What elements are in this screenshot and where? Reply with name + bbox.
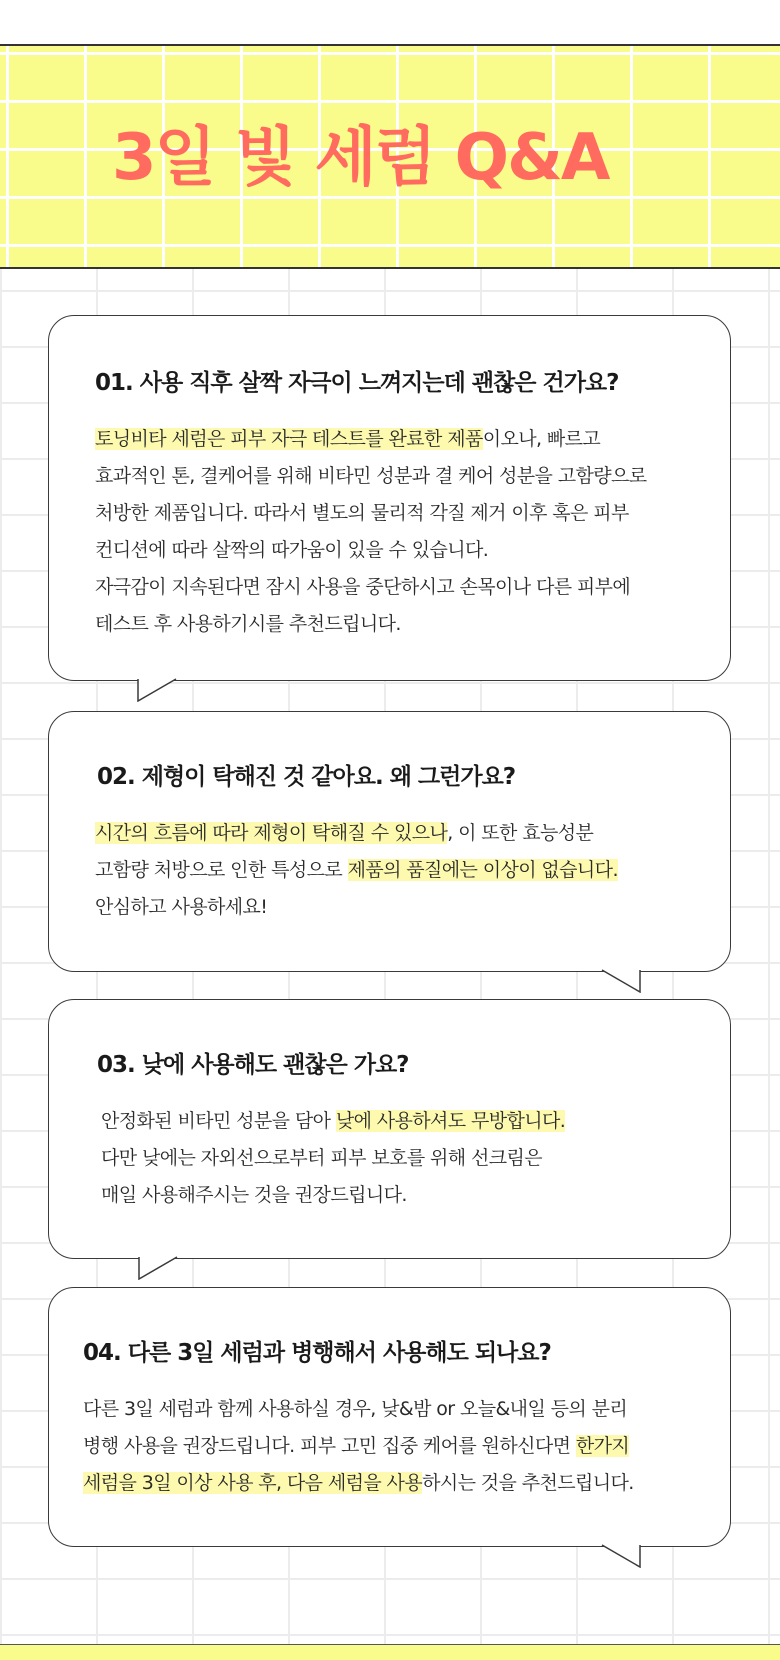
qa-bubble-3: [48, 999, 731, 1259]
speech-tail-2: [601, 969, 641, 993]
answer-4: [83, 1391, 634, 1502]
answer-line: [95, 815, 618, 852]
answer-text: 하시는 것을 추천드립니다.: [422, 1472, 634, 1494]
question-4: 04. 다른 3일 세럼과 병행해서 사용해도 되나요?: [83, 1340, 551, 1366]
header-banner: [0, 44, 780, 269]
answer-text: 컨디션에 따라 살짝의 따가움이 있을 수 있습니다.: [95, 539, 489, 561]
answer-text: 안심하고 사용하세요!: [95, 896, 268, 918]
question-1: 01. 사용 직후 살짝 자극이 느껴지는데 괜찮은 건가요?: [95, 370, 619, 396]
answer-text: , 이 또한 효능성분: [447, 822, 594, 844]
answer-text: 다른 3일 세럼과 함께 사용하실 경우, 낮&밤 or 오늘&내일 등의 분리: [83, 1398, 628, 1420]
answer-text: 다만 낮에는 자외선으로부터 피부 보호를 위해 선크림은: [101, 1147, 542, 1169]
answer-text: 안정화된 비타민 성분을 담아: [101, 1110, 336, 1132]
answer-2: [95, 815, 618, 926]
answer-line: [83, 1391, 634, 1428]
answer-text: 테스트 후 사용하기시를 추천드립니다.: [95, 613, 401, 635]
answer-line: [101, 1177, 565, 1214]
answer-3: [101, 1103, 565, 1214]
highlighted-text: 제품의 품질에는 이상이 없습니다.: [347, 859, 618, 881]
answer-line: [95, 421, 647, 458]
question-3: 03. 낮에 사용해도 괜찮은 가요?: [97, 1052, 409, 1078]
bottom-strip: [0, 1644, 780, 1660]
answer-text: 자극감이 지속된다면 잠시 사용을 중단하시고 손목이나 다른 피부에: [95, 576, 631, 598]
answer-text: 병행 사용을 권장드립니다. 피부 고민 집중 케어를 원하신다면: [83, 1435, 576, 1457]
answer-line: [101, 1103, 565, 1140]
page-title: 3일 빛 세럼 Q&A: [112, 121, 609, 195]
answer-line: [95, 852, 618, 889]
speech-tail-1: [137, 678, 177, 702]
answer-text: 효과적인 톤, 결케어를 위해 비타민 성분과 결 케어 성분을 고함량으로: [95, 465, 647, 487]
speech-tail-4: [601, 1544, 641, 1568]
answer-text: 고함량 처방으로 인한 특성으로: [95, 859, 348, 881]
highlighted-text: 시간의 흐름에 따라 제형이 탁해질 수 있으나: [95, 822, 448, 844]
speech-tail-3: [138, 1256, 178, 1280]
question-2: 02. 제형이 탁해진 것 같아요. 왜 그런가요?: [97, 764, 516, 790]
answer-text: 매일 사용해주시는 것을 권장드립니다.: [101, 1184, 407, 1206]
highlighted-text: 한가지: [575, 1435, 630, 1457]
qa-bubble-1: [48, 315, 731, 681]
answer-line: [95, 458, 647, 495]
answer-line: [83, 1428, 634, 1465]
answer-line: [83, 1465, 634, 1502]
answer-1: [95, 421, 647, 643]
top-margin: [0, 0, 780, 44]
highlighted-text: 세럼을 3일 이상 사용 후, 다음 세럼을 사용: [83, 1472, 423, 1494]
qa-bubble-4: [48, 1287, 731, 1547]
highlighted-text: 토닝비타 세럼은 피부 자극 테스트를 완료한 제품: [95, 428, 483, 450]
answer-line: [95, 569, 647, 606]
highlighted-text: 낮에 사용하셔도 무방합니다.: [335, 1110, 566, 1132]
answer-line: [95, 495, 647, 532]
qa-bubble-2: [48, 711, 731, 972]
answer-line: [95, 889, 618, 926]
answer-text: 이오나, 빠르고: [482, 428, 601, 450]
answer-line: [101, 1140, 565, 1177]
answer-line: [95, 606, 647, 643]
answer-line: [95, 532, 647, 569]
answer-text: 처방한 제품입니다. 따라서 별도의 물리적 각질 제거 이후 혹은 피부: [95, 502, 629, 524]
